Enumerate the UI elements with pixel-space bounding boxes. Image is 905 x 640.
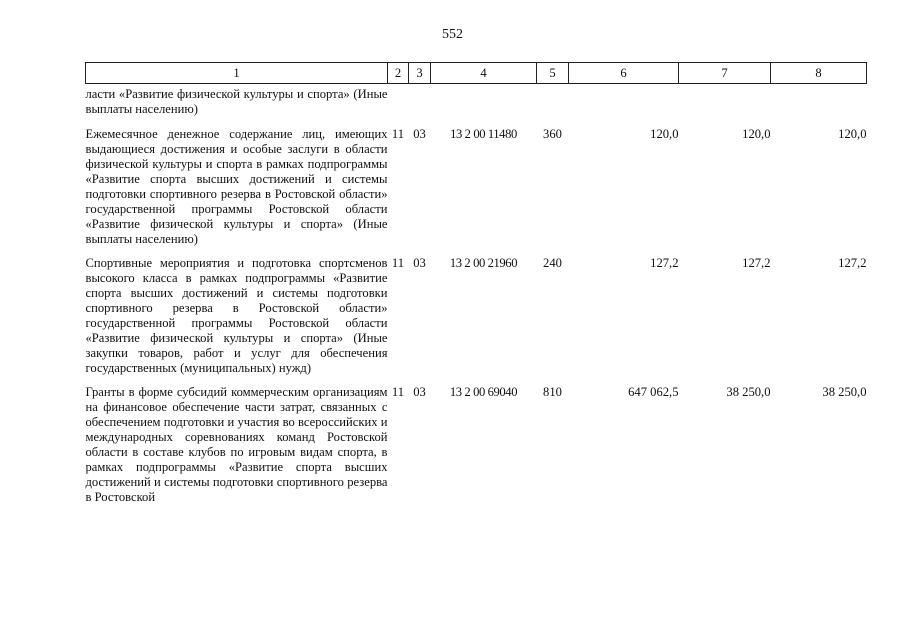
row-target-code: 13 2 00 21960 (449, 256, 518, 270)
row-description: Ежемесячное денежное содержание лиц, имеющих выдающиеся достижения и особые заслуги в области физической культуры и спорта в рамках подпрограммы «Развитие спорта высших достижений и системы подготовки спортивного резерва в Ростовской области» государственной программы Ростовской области «Развитие физической культуры и спорта» (Иные выплаты населению) (85, 127, 388, 246)
column-header-6: 6 (569, 63, 679, 84)
page-number: 552 (442, 27, 463, 42)
table-row (86, 252, 867, 381)
row-expense-type (537, 84, 569, 124)
column-header-4: 4 (431, 63, 537, 84)
row-amount-8: 38 250,0 (822, 385, 867, 399)
row-subsection: 03 (413, 385, 426, 399)
row-expense-type: 810 (543, 385, 562, 399)
row-section: 11 (391, 127, 405, 141)
row-target-code: 13 2 00 11480 (450, 127, 517, 141)
row-amount-6: 647 062,5 (628, 385, 679, 399)
row-amount-6 (569, 84, 679, 124)
row-description: ласти «Развитие физической культуры и спорта» (Иные выплаты населению) (85, 87, 388, 116)
row-description: Гранты в форме субсидий коммерческим организациям на финансовое обеспечение части затрат, связанных с обеспечением подготовки и участия во всероссийских и международных соревнованиях команд Ростовской области в составе клубов по игровым видам спорта, в рамках подпрограммы «Развитие спорта высших достижений и системы подготовки спортивного резерва в Ростовской (85, 385, 388, 504)
column-header-2: 2 (388, 63, 409, 84)
table-row (86, 84, 867, 124)
row-amount-6: 120,0 (650, 127, 679, 141)
row-amount-7 (679, 84, 771, 124)
row-amount-8: 120,0 (838, 127, 867, 141)
row-expense-type: 360 (543, 127, 562, 141)
row-amount-8 (771, 84, 867, 124)
row-target-code: 13 2 00 69040 (449, 385, 518, 399)
row-amount-7: 127,2 (742, 256, 771, 270)
column-header-1: 1 (86, 63, 388, 84)
row-amount-7: 120,0 (742, 127, 771, 141)
row-description: Спортивные мероприятия и подготовка спортсменов высокого класса в рамках подпрограммы «Развитие спорта высших достижений и системы подготовки спортивного резерва в Ростовской области» государственной программы Ростовской области «Развитие физической культуры и спорта» (Иные закупки товаров, работ и услуг для обеспечения государственных (муниципальных) нужд) (85, 256, 388, 375)
row-amount-7: 38 250,0 (726, 385, 771, 399)
header-row (86, 63, 867, 84)
row-section: 11 (391, 256, 405, 270)
row-subsection: 03 (413, 256, 426, 270)
budget-table (85, 62, 867, 510)
row-amount-6: 127,2 (650, 256, 679, 270)
row-subsection: 03 (413, 127, 426, 141)
row-target-code (431, 84, 537, 124)
table-row (86, 123, 867, 252)
column-header-5: 5 (537, 63, 569, 84)
column-header-3: 3 (409, 63, 431, 84)
column-header-8: 8 (771, 63, 867, 84)
column-header-7: 7 (679, 63, 771, 84)
row-expense-type: 240 (543, 256, 562, 270)
row-section: 11 (391, 385, 405, 399)
table-row (86, 381, 867, 510)
row-section (388, 84, 409, 124)
row-amount-8: 127,2 (838, 256, 867, 270)
row-subsection (409, 84, 431, 124)
